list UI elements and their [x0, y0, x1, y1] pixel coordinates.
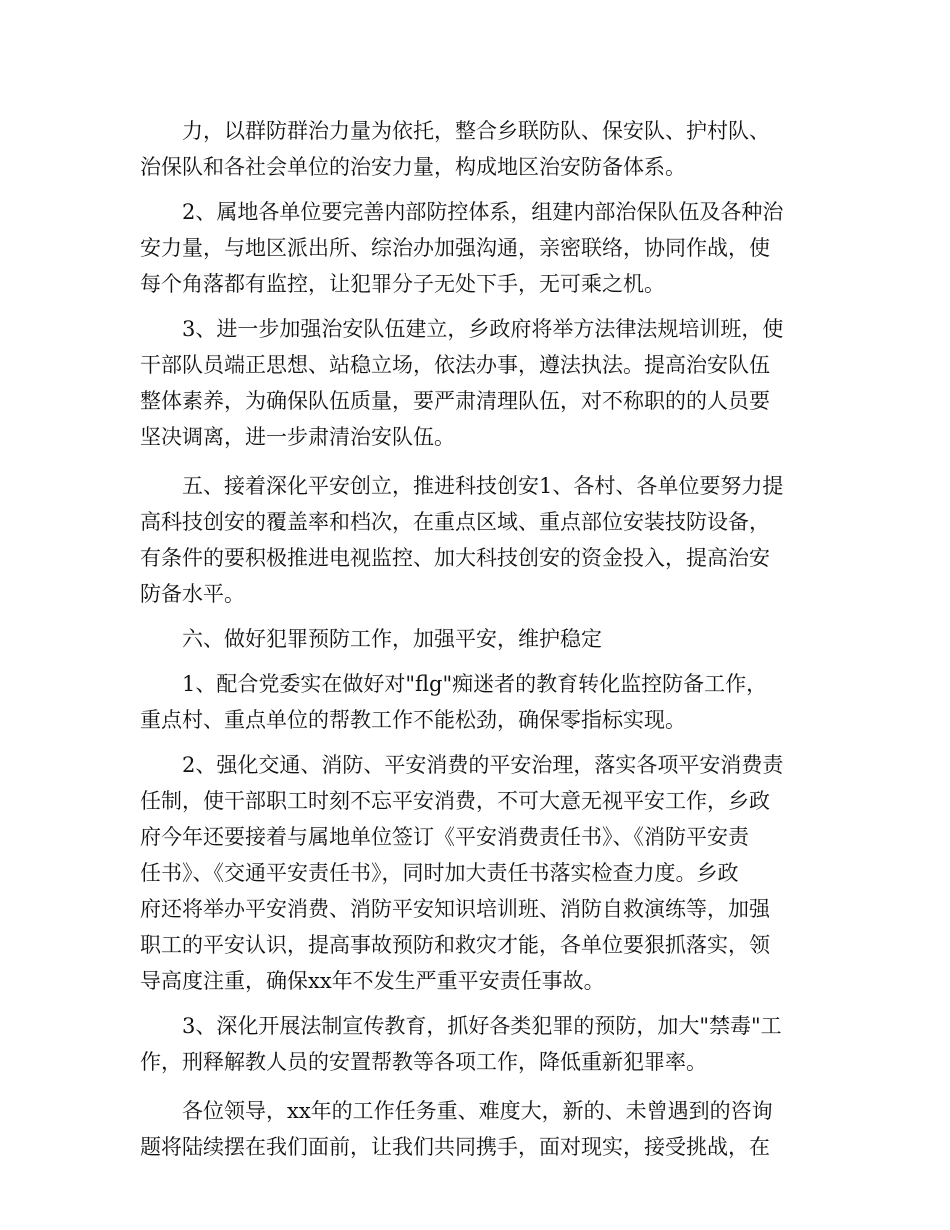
- paragraph: [140, 747, 812, 999]
- paragraph: [140, 194, 812, 302]
- text-line: 五、接着深化平安创立，推进科技创安1、各村、各单位要努力提: [182, 474, 784, 498]
- text-line: 职工的平安认识，提高事故预防和救灾才能，各单位要狠抓落实，领: [140, 933, 770, 957]
- paragraph: [140, 1093, 812, 1165]
- text-line: 导高度注重，确保xx年不发生严重平安责任事故。: [140, 969, 605, 993]
- text-line: 府今年还要接着与属地单位签订《平安消费责任书》、《消防平安责: [140, 825, 749, 849]
- text-line: 任制，使干部职工时刻不忘平安消费，不可大意无视平安工作，乡政: [140, 789, 770, 813]
- text-line: 干部队员端正思想、站稳立场，依法办事，遵法执法。提高治安队伍: [140, 353, 770, 377]
- text-line: 治保队和各社会单位的治安力量，构成地区治安防备体系。: [140, 155, 686, 179]
- text-line: 各位领导，xx年的工作任务重、难度大，新的、未曾遇到的咨询: [182, 1099, 773, 1123]
- text-line: 整体素养，为确保队伍质量，要严肃清理队伍，对不称职的的人员要: [140, 389, 770, 413]
- text-line: 题将陆续摆在我们面前，让我们共同携手，面对现实，接受挑战，在: [140, 1135, 770, 1159]
- text-line: 2、属地各单位要完善内部防控体系，组建内部治保队伍及各种治: [182, 200, 784, 224]
- text-line: 坚决调离，进一步肃清治安队伍。: [140, 425, 455, 449]
- paragraph: [140, 1008, 812, 1080]
- paragraph: [140, 666, 812, 738]
- text-line: 六、做好犯罪预防工作，加强平安，维护稳定: [182, 627, 602, 651]
- text-line: 高科技创安的覆盖率和档次，在重点区域、重点部位安装技防设备，: [140, 510, 770, 534]
- text-line: 每个角落都有监控，让犯罪分子无处下手，无可乘之机。: [140, 272, 665, 296]
- text-line: 1、配合党委实在做好对"flg"痴迷者的教育转化监控防备工作，: [182, 672, 768, 696]
- text-line: 力，以群防群治力量为依托，整合乡联防队、保安队、护村队、: [182, 119, 770, 143]
- text-line: 任书》、《交通平安责任书》，同时加大责任书落实检查力度。乡政: [140, 861, 739, 885]
- text-line: 2、强化交通、消防、平安消费的平安治理，落实各项平安消费责: [182, 753, 784, 777]
- text-line: 府还将举办平安消费、消防平安知识培训班、消防自救演练等，加强: [140, 897, 770, 921]
- text-line: 防备水平。: [140, 582, 245, 606]
- paragraph: [140, 621, 812, 657]
- text-line: 安力量，与地区派出所、综治办加强沟通，亲密联络，协同作战，使: [140, 236, 770, 260]
- text-line: 3、深化开展法制宣传教育，抓好各类犯罪的预防，加大"禁毒"工: [182, 1014, 782, 1038]
- paragraph: [140, 311, 812, 455]
- paragraph: [140, 113, 812, 185]
- text-line: 作，刑释解教人员的安置帮教等各项工作，降低重新犯罪率。: [140, 1050, 707, 1074]
- paragraph: [140, 468, 812, 612]
- document-body: [140, 113, 812, 1165]
- text-line: 3、进一步加强治安队伍建立，乡政府将举方法律法规培训班，使: [182, 317, 784, 341]
- text-line: 有条件的要积极推进电视监控、加大科技创安的资金投入，提高治安: [140, 546, 770, 570]
- text-line: 重点村、重点单位的帮教工作不能松劲，确保零指标实现。: [140, 708, 686, 732]
